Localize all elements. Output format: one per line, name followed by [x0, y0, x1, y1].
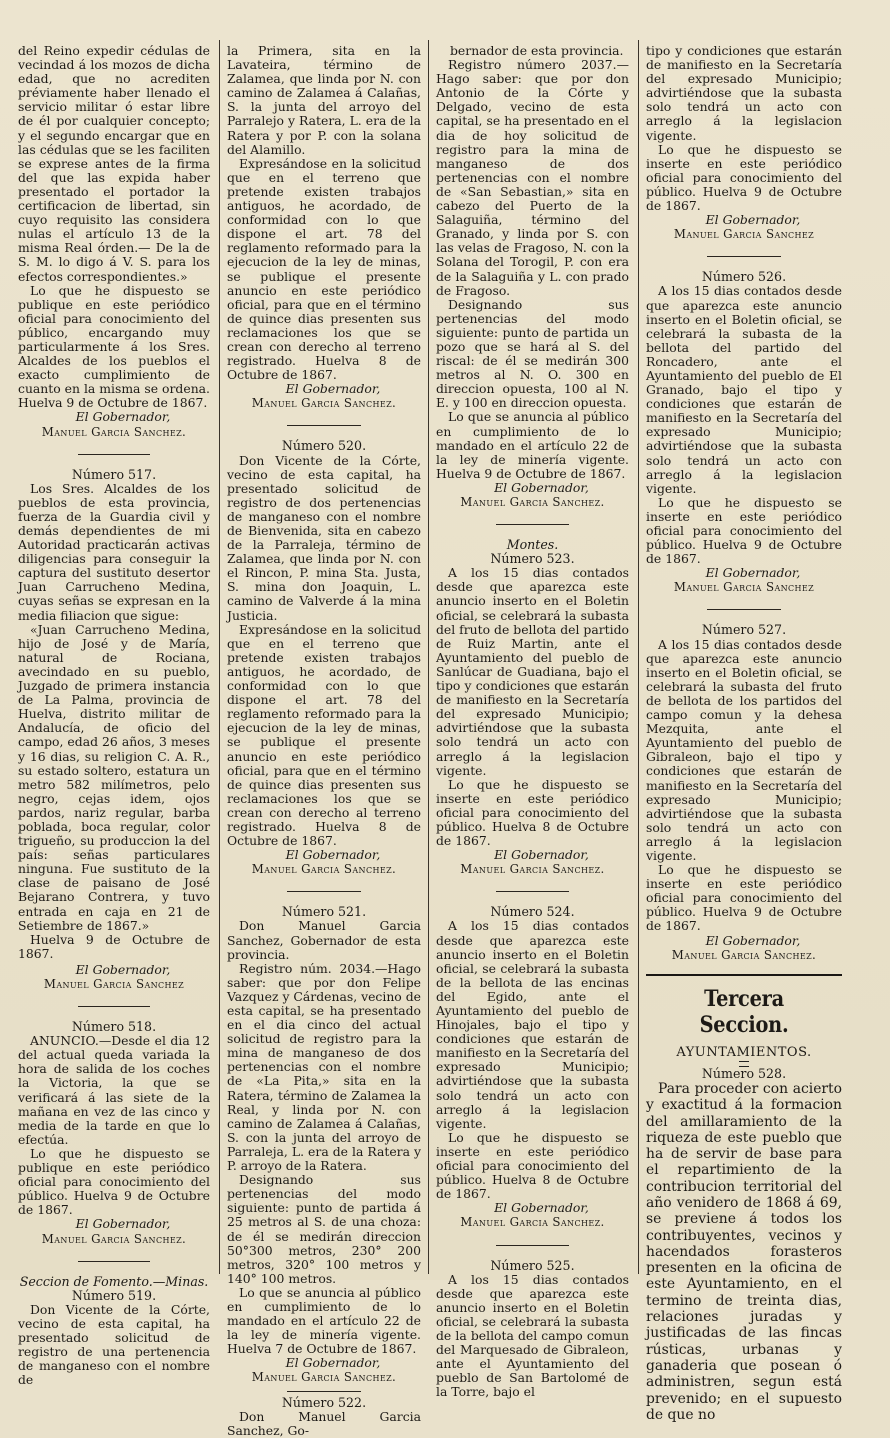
- separator: [287, 1391, 361, 1392]
- signature: Manuel Garcia Sanchez.: [460, 495, 605, 509]
- governor-label: El Gobernador,: [75, 1216, 171, 1232]
- paragraph: Registro núm. 2034.—Hago saber: que por don Felipe Vazquez y Cárdenas, vecino de esta capital, se ha presentado en el dia cinco del actual solicitud de registro para la mina de manganeso de dos pertenencias con el nombre de «La Pita,» sita en la Ratera, término de Zalamea la Real, y linda por N. con camino de Zalamea á Calañas, S. con la junta del arroyo de Parraleja, L. era de la Ratera y P. arroyo de la Ratera.: [227, 960, 421, 1174]
- separator: [78, 454, 151, 455]
- paragraph: Para proceder con acierto y exactitud á la formacion del amillaramiento de la riqueza de este pueblo que ha de servir de base para el repartimiento de la contribucion territorial del año venidero de 1868 á 69, se previene á todos los contribuyentes, vecinos y hacendados forasteros presenten en la oficina de este Ayuntamiento, en el termino de treinta dias, relaciones juradas y justificadas de las fincas rústicas, urbanas y ganaderia que posean ó administren, segun está prevenido; en el supuesto de que no: [646, 1080, 842, 1423]
- governor-label: El Gobernador,: [494, 479, 589, 495]
- section-heading: Seccion de Fomento.—Minas.: [19, 1273, 209, 1289]
- signature: Manuel Garcia Sanchez.: [41, 424, 187, 439]
- governor-label: El Gobernador,: [705, 565, 801, 581]
- notice-number: Número 517.: [71, 466, 157, 482]
- paragraph: ANUNCIO.—Desde el dia 12 del actual queda variada la hora de salida de los coches la Victoria, la que se verificará á las siete de la mañana en vez de las cinco y media de la tarde en que lo efectúa.: [18, 1033, 210, 1147]
- paragraph: «Juan Carrucheno Medina, hijo de José y de María, natural de Rociana, avecindado en su pueblo, Juzgado de primera instancia de La Palma, provincia de Huelva, distrito militar de Andalucía, de oficio del campo, edad 26 años, 3 meses y 16 dias, su religion C. A. R., su estado soltero, estatura un metro 582 milímetros, pelo negro, cejas idem, ojos pardos, nariz regular, barba poblada, boca regular, color trigueño, su produccion la del país: señas particulares ninguna. Fue sustituto de la clase de paisano de José Bejarano Contrera, y tuvo entrada en caja en 21 de Setiembre de 1867.»: [18, 621, 210, 933]
- paragraph: Designando sus pertenencias del modo siguiente: punto de partida á 25 metros al S. de una choza: de él se medirán direccion 50°300 metros, 230° 200 metros, 320° 100 metros y 140° 100 metros.: [227, 1172, 421, 1286]
- column-4: [646, 43, 842, 1423]
- paragraph: Lo que he dispuesto se publique en este periódico oficial para conocimiento del público, encargando muy particularmente á los Sres. Alcaldes de los pueblos el exacto cumplimiento de cuanto en la misma se ordena. Huelva 9 de Octubre de 1867.: [18, 282, 210, 411]
- paragraph: del Reino expedir cédulas de vecindad á los mozos de dicha edad, que no acrediten préviamente haber llenado el servicio militar ó estar libre de él por cualquier concepto; y el segundo encargar que en las cédulas que se les faciliten se exprese antes de la firma del que las expida haber presentado el portador la certificacion de libertad, sin cuyo requisito las considera nulas el artículo 13 de la misma Real órden.— De la de S. M. lo digo á V. S. para los efectos correspondientes.»: [18, 43, 210, 284]
- separator: [287, 425, 361, 426]
- separator: [496, 524, 569, 525]
- column-rule: [219, 40, 220, 1274]
- column-2: [227, 43, 421, 1438]
- paragraph: A los 15 dias contados desde que aparezca este anuncio inserto en el Boletin oficial, se celebrará la subasta del fruto de bellota de los partidos del campo comun y la dehesa Mezquita, ante el Ayuntamiento del pueblo de Gibraleon, bajo el tipo y condiciones que estarán de manifiesto en la Secretaría del expresado Municipio; advirtiéndose que la subasta solo tendrá un acto con arreglo á la legislacion vigente.: [646, 636, 842, 863]
- paragraph: Los Sres. Alcaldes de los pueblos de esta provincia, fuerza de la Guardia civil y demás dependientes de mi Autoridad practicarán activas diligencias para conseguir la captura del sustituto desertor Juan Carrucheno Medina, cuyas señas se expresan en la media filiacion que sigue:: [18, 480, 210, 623]
- notice-number: Número 519.: [71, 1287, 157, 1303]
- governor-label: El Gobernador,: [705, 932, 801, 948]
- paragraph: Expresándose en la solicitud que en el terreno que pretende existen trabajos antiguos, he acordado, de conformidad con lo que dispone el art. 78 del reglamento reformado para la ejecucion de la ley de minas, se publique el presente anuncio en este periódico oficial, para que en el término de quince dias presenten sus reclamaciones los que se crean con derecho al terreno registrado. Huelva 8 de Octubre de 1867.: [227, 155, 421, 383]
- paragraph: Lo que he dispuesto se inserte en este periódico oficial para conocimiento del público. Huelva 8 de Octubre de 1867.: [436, 1129, 629, 1202]
- paragraph: Lo que he dispuesto se inserte en este periódico oficial para conocimiento del público. Huelva 8 de Octubre de 1867.: [436, 776, 629, 849]
- date-line: Huelva 9 de Octubre de 1867.: [18, 931, 210, 961]
- paragraph: Lo que he dispuesto se inserte en este periódico oficial para conocimiento del público. Huelva 9 de Octubre de 1867.: [646, 862, 842, 934]
- signature: Manuel Garcia Sanchez.: [460, 862, 605, 877]
- notice-number: Número 522.: [281, 1394, 367, 1410]
- paragraph: bernador de esta provincia.: [450, 43, 624, 58]
- paragraph: A los 15 dias contados desde que aparezca este anuncio inserto en el Boletin oficial, se celebrará la subasta del fruto de bellota del partido de Ruiz Martin, ante el Ayuntamiento del pueblo de Sanlúcar de Guadiana, bajo el tipo y condiciones que estarán de manifiesto en la Secretaría del expresado Municipio; advirtiéndose que la subasta solo tendrá un acto con arreglo á la legislacion vigente.: [436, 565, 629, 778]
- notice-number: Número 526.: [701, 269, 787, 285]
- separator: [78, 1006, 151, 1007]
- signature: Manuel Garcia Sanchez: [673, 580, 815, 595]
- signature: Manuel Garcia Sanchez.: [251, 1370, 397, 1385]
- signature: Manuel Garcia Sanchez.: [671, 947, 817, 962]
- paragraph: Don Manuel Garcia Sanchez, Gobernador de esta provincia.: [227, 918, 421, 962]
- paragraph: Designando sus pertenencias del modo siguiente: punto de partida un pozo que se hará al S. del riscal: de él se medirán 300 metros al N. O. 300 en direccion opuesta, 100 al N. E. y 100 en direccion opuesta.: [436, 296, 629, 411]
- notice-number: Número 521.: [281, 904, 367, 920]
- separator: [287, 891, 361, 892]
- governor-label: El Gobernador,: [75, 961, 171, 977]
- paragraph: Don Vicente de la Córte, vecino de esta capital, ha presentado solicitud de registro de una pertenencia de manganeso con el nombre de: [18, 1301, 210, 1388]
- column-rule: [638, 40, 639, 1274]
- governor-label: El Gobernador,: [494, 847, 589, 863]
- paragraph: Lo que se anuncia al público en cumplimiento de lo mandado en el artículo 22 de la ley de minería vigente. Huelva 7 de Octubre de 1867.: [227, 1284, 421, 1357]
- column-3: [436, 43, 629, 1400]
- paragraph: Expresándose en la solicitud que en el terreno que pretende existen trabajos antiguos, he acordado, de conformidad con lo que dispone el art. 78 del reglamento reformado para la ejecucion de la ley de minas, se publique el presente anuncio en este periódico oficial, para que en el término de quince dias presenten sus reclamaciones los que se crean con derecho al terreno registrado. Huelva 8 de Octubre de 1867.: [227, 621, 421, 849]
- notice-number: Número 524.: [490, 904, 575, 920]
- signature: Manuel Garcia Sanchez: [43, 977, 185, 991]
- separator: [496, 1245, 569, 1246]
- signature: Manuel Garcia Sanchez.: [251, 396, 397, 411]
- governor-label: El Gobernador,: [285, 381, 381, 397]
- governor-label: El Gobernador,: [285, 847, 381, 863]
- paragraph: A los 15 dias contados desde que aparezca este anuncio inserto en el Boletin oficial, se celebrará la subasta de la bellota de las encinas del Egido, ante el Ayuntamiento del pueblo de Hinojales, bajo el tipo y condiciones que estarán de manifiesto en la Secretaría del expresado Municipio; advirtiéndose que la subasta solo tendrá un acto con arreglo á la legislacion vigente.: [436, 918, 629, 1131]
- subsection-heading: AYUNTAMIENTOS.: [676, 1044, 812, 1060]
- paragraph: Lo que he dispuesto se inserte en este periódico oficial para conocimiento del público. Huelva 9 de Octubre de 1867.: [646, 494, 842, 567]
- notice-number: Número 525.: [490, 1257, 575, 1273]
- paragraph: Registro número 2037.—Hago saber: que por don Antonio de la Córte y Delgado, vecino de esta capital, se ha presentado en el dia de hoy solicitud de registro para la mina de manganeso de dos pertenencias con el nombre de «San Sebastian,» sita en cabezo del Puerto de la Salaguiña, término del Granado, y linda por S. con las velas de Fragoso, N. con la Solana del Torogil, P. con era de la Salaguiña y L. con prado de Fragoso.: [436, 57, 629, 298]
- signature: Manuel Garcia Sanchez.: [41, 1231, 187, 1246]
- paragraph: la Primera, sita en la Lavateira, término de Zalamea, que linda por N. con camino de Zalamea á Calañas, S. la junta del arroyo del Parralejo y Ratera, L. era de la Ratera y por P. con la solana del Alamillo.: [227, 43, 421, 157]
- signature: Manuel Garcia Sanchez: [673, 227, 815, 242]
- separator: [707, 256, 781, 257]
- notice-number: Número 520.: [281, 438, 367, 454]
- notice-number: Número 518.: [71, 1019, 157, 1035]
- paragraph: Don Vicente de la Córte, vecino de esta capital, ha presentado solicitud de registro de dos pertenencias de manganeso con el nombre de Bienvenida, sita en cabezo de la Parraleja, término de Zalamea, que linda por N. con el Rincon, P. mina Sta. Justa, S. mina don Joaquin, L. camino de Valverde á la mina Justicia.: [227, 452, 421, 623]
- notice-number: Número 527.: [701, 622, 787, 638]
- governor-label: El Gobernador,: [494, 1200, 589, 1216]
- column-rule: [428, 40, 429, 1274]
- separator: [78, 1261, 151, 1262]
- separator: [707, 609, 781, 610]
- paragraph: tipo y condiciones que estarán de manifiesto en la Secretaría del expresado Municipio; advirtiéndose que la subasta solo tendrá un acto con arreglo á la legislacion vigente.: [646, 43, 842, 143]
- signature: Manuel Garcia Sanchez.: [460, 1215, 605, 1230]
- paragraph: Don Manuel Garcia Sanchez, Go-: [227, 1408, 421, 1438]
- paragraph: Lo que se anuncia al público en cumplimiento de lo mandado en el artículo 22 de la ley de minería vigente. Huelva 9 de Octubre de 1867.: [436, 409, 629, 481]
- paragraph: A los 15 dias contados desde que aparezca este anuncio inserto en el Boletin oficial, se celebrará la subasta de la bellota del campo comun del Marquesado de Gibraleon, ante el Ayuntamiento del pueblo de San Bartolomé de la Torre, bajo el: [436, 1271, 629, 1400]
- section-divider: [646, 974, 842, 976]
- section-title: Tercera Seccion.: [699, 985, 789, 1038]
- paragraph: Lo que he dispuesto se inserte en este periódico oficial para conocimiento del público. Huelva 9 de Octubre de 1867.: [646, 141, 842, 214]
- section-heading: Montes.: [506, 537, 559, 553]
- governor-label: El Gobernador,: [285, 1355, 381, 1371]
- separator: [496, 891, 569, 892]
- paragraph: A los 15 dias contados desde que aparezca este anuncio inserto en el Boletin oficial, se celebrará la subasta de la bellota del partido del Roncadero, ante el Ayuntamiento del pueblo de El Granado, bajo el tipo y condiciones que estarán de manifiesto en la Secretaría del expresado Municipio; advirtiéndose que la subasta solo tendrá un acto con arreglo á la legislacion vigente.: [646, 283, 842, 496]
- paragraph: Lo que he dispuesto se publique en este periódico oficial para conocimiento del público. Huelva 9 de Octubre de 1867.: [18, 1145, 210, 1218]
- notice-number: Número 523.: [490, 551, 575, 567]
- governor-label: El Gobernador,: [705, 212, 801, 228]
- notice-number: Número 528.: [701, 1065, 787, 1081]
- signature: Manuel Garcia Sanchez.: [251, 862, 397, 877]
- column-1: [18, 43, 210, 1388]
- governor-label: El Gobernador,: [75, 409, 171, 425]
